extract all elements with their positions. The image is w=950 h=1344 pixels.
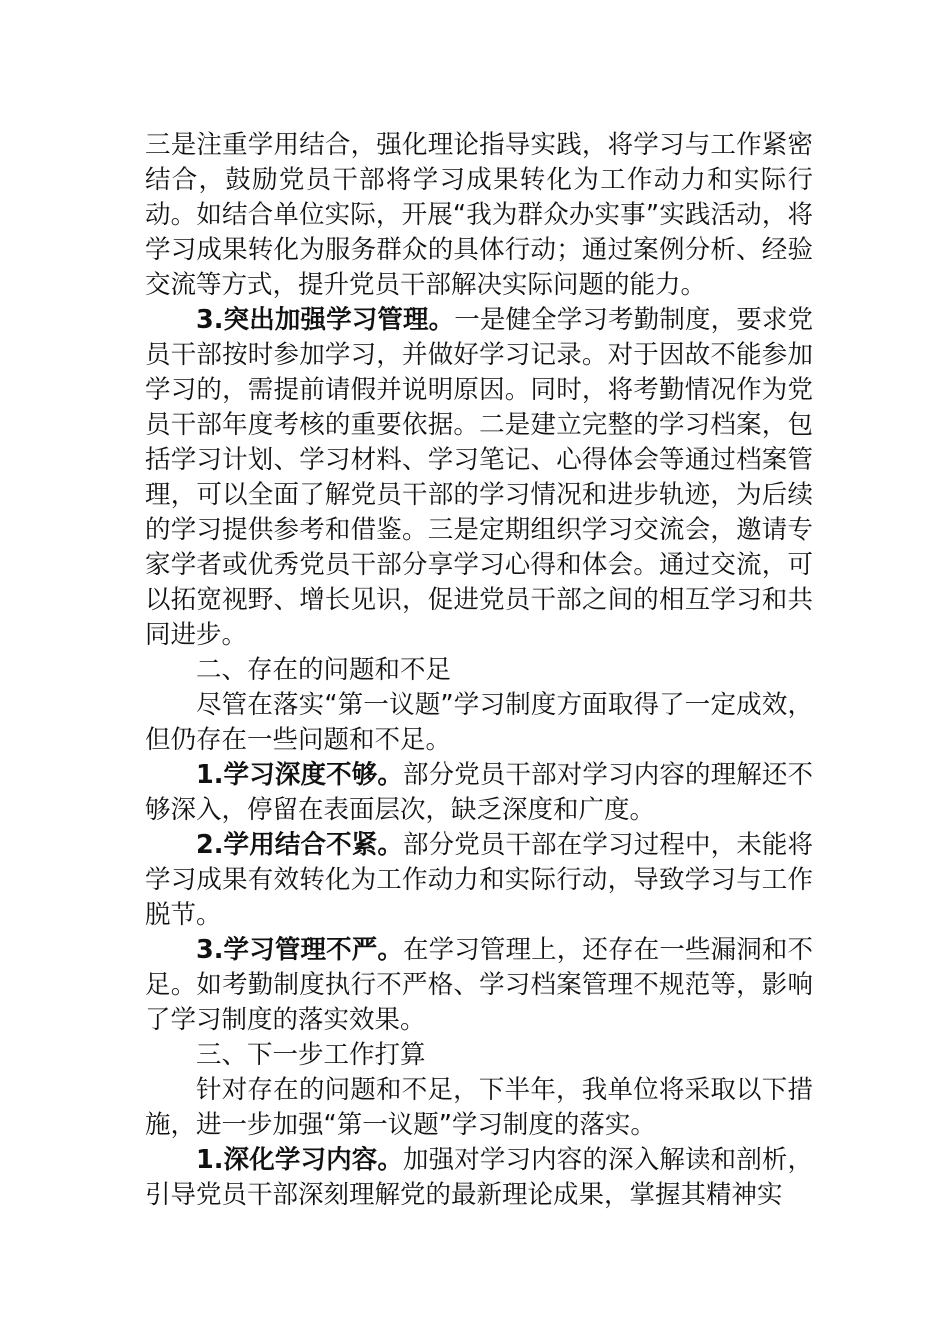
paragraph-study-application: 三是注重学用结合，强化理论指导实践，将学习与工作紧密结合，鼓励党员干部将学习成果转化为工作动力和实际行动。如结合单位实际，开展“我为群众办实事”实践活动，将学习成果转化为服务群众的具体行动；通过案例分析、经验交流等方式，提升党员干部解决实际问题的能力。 bbox=[145, 130, 813, 300]
paragraph-problem-application bbox=[145, 828, 813, 933]
document-page bbox=[145, 128, 813, 1213]
paragraph-body: 一是健全学习考勤制度，要求党员干部按时参加学习，并做好学习记录。对于因故不能参加学习的，需提前请假并说明原因。同时，将考勤情况作为党员干部年度考核的重要依据。二是建立完整的学习档案，包括学习计划、学习材料、学习笔记、心得体会等通过档案管理，可以全面了解党员干部的学习情况和进步轨迹，为后续的学习提供参考和借鉴。三是定期组织学习交流会，邀请专家学者或优秀党员干部分享学习心得和体会。通过交流，可以拓宽视野、增长见识，促进党员干部之间的相互学习和共同进步。 bbox=[145, 305, 813, 650]
section-title-next-steps: 三、下一步工作打算 bbox=[196, 1040, 426, 1070]
paragraph-heading: 3.学习管理不严。 bbox=[196, 935, 403, 965]
section-title-problems: 二、存在的问题和不足 bbox=[196, 655, 452, 685]
paragraph-body: 在学习管理上，还存在一些漏洞和不足。如考勤制度执行不严格、学习档案管理不规范等，影响了学习制度的落实效果。 bbox=[145, 935, 813, 1035]
paragraph-deepen-content bbox=[145, 1143, 813, 1213]
paragraph-study-management bbox=[145, 303, 813, 653]
paragraph-heading: 2.学用结合不紧。 bbox=[196, 830, 403, 860]
paragraph-body: 部分党员干部对学习内容的理解还不够深入，停留在表面层次，缺乏深度和广度。 bbox=[145, 760, 813, 825]
paragraph-body: 加强对学习内容的深入解读和剖析，引导党员干部深刻理解党的最新理论成果，掌握其精神实 bbox=[145, 1145, 813, 1210]
paragraph-heading: 3.突出加强学习管理。 bbox=[196, 305, 455, 335]
paragraph-problem-depth bbox=[145, 758, 813, 828]
paragraph-body: 部分党员干部在学习过程中，未能将学习成果有效转化为工作动力和实际行动，导致学习与工作脱节。 bbox=[145, 830, 813, 930]
paragraph-heading: 1.学习深度不够。 bbox=[196, 760, 403, 790]
paragraph-next-steps-intro: 针对存在的问题和不足，下半年，我单位将采取以下措施，进一步加强“第一议题”学习制度的落实。 bbox=[145, 1075, 813, 1140]
paragraph-problems-intro: 尽管在落实“第一议题”学习制度方面取得了一定成效，但仍存在一些问题和不足。 bbox=[145, 690, 813, 755]
paragraph-problem-management bbox=[145, 933, 813, 1038]
paragraph-heading: 1.深化学习内容。 bbox=[196, 1145, 403, 1175]
